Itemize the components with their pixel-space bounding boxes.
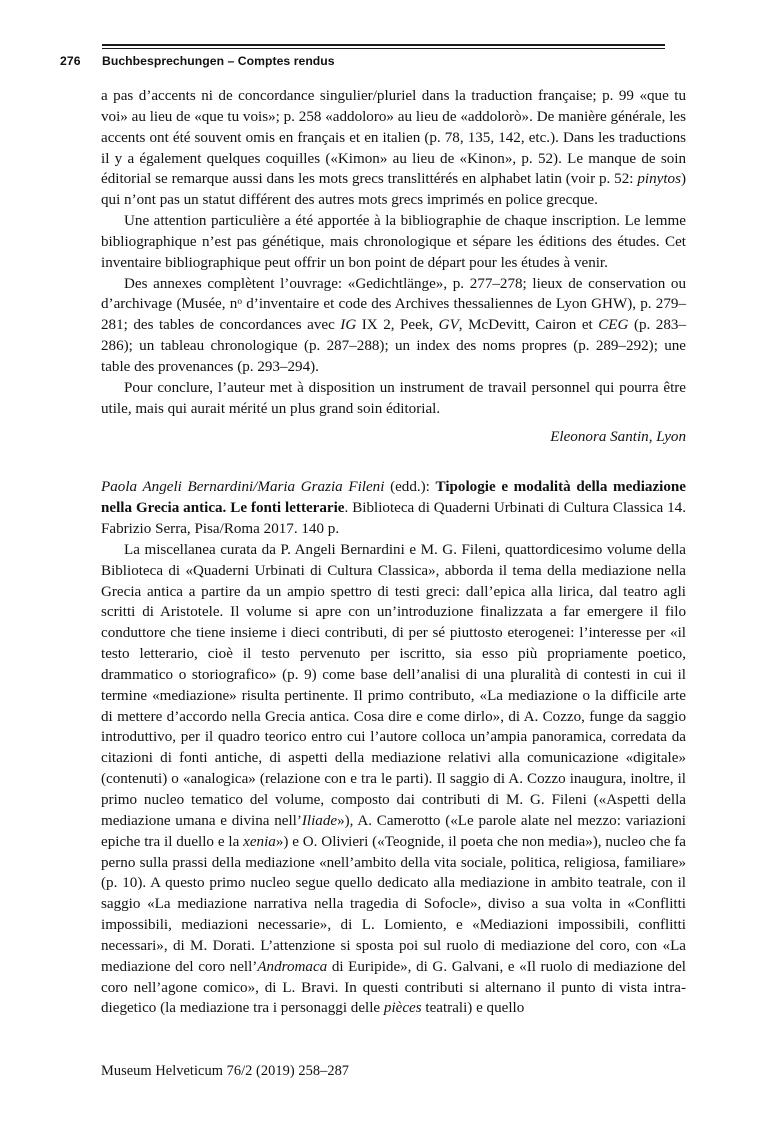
para-text-part: a pas d’accents ni de concordance singulier/pluriel dans la traduction française; p. 99 «que tu voi» au lieu de «que tu vois»; p. 258 «addoloro» au lieu de «addolorò». De manière générale, les accents ont été souvent omis en français et en italien (p. 78, 135, 142, etc.). Dans les traductions il y a également quelques coquilles («Kimon» au lieu de «Kinon», p. 52). Le manque de soin éditorial se remarque aussi dans les mots grecs translittérés en alphabet latin (voir p. 52: bbox=[101, 88, 686, 188]
citation-ceg: CEG bbox=[598, 317, 629, 334]
annexes-mid2: IX 2, Peek, bbox=[356, 317, 439, 334]
body-seg-4: di Euripide», di G. Galvani, e «Il ruolo di mediazione del coro nell’agone comico», di L. Bravi. In questi contributi si alternano il punto di vista intra-diegetico (la mediazione tra i personaggi delle bbox=[101, 958, 686, 1017]
review-authors: Paola Angeli Bernardini/Maria Grazia Fileni bbox=[101, 479, 385, 496]
page-footer: Museum Helveticum 76/2 (2019) 258–287 bbox=[101, 1063, 350, 1079]
body-seg-3: ») e O. Olivieri («Teognide, il poeta che non media»), nucleo che fa perno sulla prassi della mediazione «nell’ambito della vita sociale, politica, religiosa, familiare» (p. 10). A questo primo nucleo segue quello dedicato alla mediazione in ambito teatrale, con il saggio «La mediazione narrativa nella tragedia di Sofocle», diviso a sua volta in «Conflitti impossibili, mediazioni necessarie», di L. Lomiento, e «Mediazioni impossibili, conflitti necessari», di M. Dorati. L’attenzione si sposta poi sul ruolo di mediazione del coro, con «La mediazione del coro nell’ bbox=[101, 833, 686, 975]
paragraph-continuation bbox=[101, 86, 686, 211]
running-head-right bbox=[102, 44, 722, 68]
annexes-mid1: d’inventaire et code des Archives thessaliennes de Lyon GHW), p. 279–281; des tables de concordances avec bbox=[101, 296, 686, 334]
term-xenia: xenia bbox=[243, 833, 276, 850]
annexes-lead: Des annexes complètent l’ouvrage: «Gedichtlänge», p. 277–278; lieux de conservation ou d’archivage (Musée, n bbox=[101, 275, 686, 313]
citation-gv: GV bbox=[438, 317, 459, 334]
reviewer-signature: Eleonora Santin, Lyon bbox=[550, 428, 686, 445]
running-head-title: Buchbesprechungen – Comptes rendus bbox=[102, 54, 335, 69]
greek-translit-term: pinytos bbox=[637, 171, 681, 188]
title-iliade: Iliade bbox=[301, 812, 338, 829]
review-title: Tipologie e modalità della mediazione nella Grecia antica. Le fonti letterarie bbox=[101, 479, 686, 517]
body-seg-5: teatrali) e quello bbox=[421, 1000, 525, 1017]
running-head bbox=[60, 44, 722, 68]
para-text-tail: ) qui n’ont pas un statut différent des autres mots grecs imprimés en police grecque. bbox=[101, 171, 686, 209]
paragraph-bibliography: Une attention particulière a été apportée à la bibliographie de chaque inscription. Le lemme bibliographique n’est pas génétique, mais chronologique et sépare les éditions des études. Cet inventaire bibliographique peut offrir un bon point de départ pour les études à venir. bbox=[101, 213, 686, 271]
review-separator bbox=[101, 447, 686, 477]
ordinal-indicator: o bbox=[237, 297, 242, 308]
review-heading bbox=[101, 477, 686, 540]
citation-ig: IG bbox=[340, 317, 357, 334]
title-andromaca: Andromaca bbox=[257, 958, 328, 975]
body-seg-1: La miscellanea curata da P. Angeli Bernardini e M. G. Fileni, quattordicesimo volume della Biblioteca di «Quaderni Urbinati di Cultura Classica», abborda il tema della mediazione nella Grecia antica a partire da un ampio spettro di testi greci: dall’epica alla lirica, dal teatro agli scritti di Aristotele. Il volume si apre con un’introduzione finalizzata a far emergere il filo conduttore che tiene insieme i dieci contributi, di per sé piuttosto eterogenei: l’interesse per «il testo letterario, cioè il testo pervenuto per iscritto, sia esso più propriamente poetico, drammatico o storiografico» (p. 9) come base dell’analisi di una pluralità di contesti in cui il termine «mediazione» risulta pertinente. Il primo contributo, «La mediazione o la difficile arte di mettere d’accordo nella Grecia antica. Cosa dire e come dirlo», di A. Cozzo, funge da saggio introduttivo, per il quadro teorico entro cui l’autore colloca un’ampia panoramica, corredata da citazioni di fonti antiche, di aspetti della mediazione relativi alla comunicazione «digitale» (contenuti) o «analogica» (relazione con e tra le parti). Il saggio di A. Cozzo inaugura, inoltre, il primo nucleo tematico del volume, composto dai contributi di M. G. Fileni («Aspetti della mediazione umana e divina nell’ bbox=[101, 541, 686, 829]
body-seg-2: »), A. Camerotto («Le parole alate nel mezzo: variazioni epiche tra il duello e la bbox=[101, 812, 686, 850]
annexes-mid3: , McDevitt, Cairon et bbox=[458, 317, 599, 334]
annexes-tail: (p. 283–286); un tableau chronologique (p. 287–288); un index des noms propres (p. 289–292); une table des provenances (p. 293–294). bbox=[101, 317, 686, 375]
term-pieces: pièces bbox=[383, 1000, 422, 1017]
paragraph-review-body bbox=[101, 540, 686, 1019]
running-head-rule bbox=[102, 44, 665, 49]
paragraph-conclusion: Pour conclure, l’auteur met à disposition un instrument de travail personnel qui pourra être utile, mais qui aurait mérité un plus grand soin éditorial. bbox=[101, 379, 686, 417]
text-column bbox=[101, 86, 686, 1019]
review-imprint: . Biblioteca di Quaderni Urbinati di Cultura Classica 14. Fabrizio Serra, Pisa/Roma 2017. 140 p. bbox=[101, 500, 686, 538]
paragraph-annexes bbox=[101, 274, 686, 378]
review-editor-mark: (edd.): bbox=[384, 479, 436, 496]
page-number: 276 bbox=[60, 54, 81, 68]
